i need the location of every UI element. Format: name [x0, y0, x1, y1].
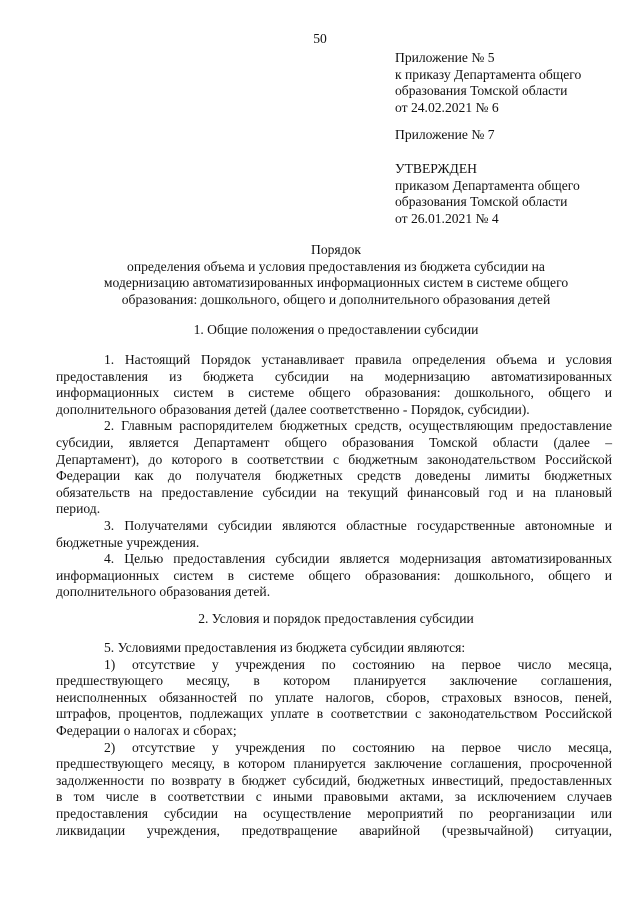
appendix-7-header [395, 127, 495, 144]
paragraph [56, 551, 612, 601]
document-title [56, 242, 616, 308]
text-line: Федерации о налогах и сборах; [56, 722, 237, 738]
paragraph [56, 352, 612, 418]
appendix-5-header [395, 50, 581, 116]
paragraph [56, 418, 612, 518]
text-line: 3. Получателями субсидии являются областные государственные автономные и [104, 517, 612, 533]
approved-line: приказом Департамента общего [395, 177, 580, 193]
text-line: информационных систем в системе общего образования: дошкольного, общего и [56, 385, 612, 401]
text-line: бюджетные учреждения. [56, 534, 200, 550]
approved-line: образования Томской области [395, 194, 568, 210]
text-line: неисполненных обязанностей по уплате налогов, сборов, страховых взносов, пеней, [56, 689, 612, 705]
text-line: субсидии, является Департамент общего образования Томской области (далее – [56, 434, 612, 450]
appendix-5-line: образования Томской области [395, 83, 568, 99]
text-line: в том числе в соответствии с иными правовыми актами, за исключением случаев [56, 789, 612, 805]
text-line: обязательств на предоставление субсидии на текущий финансовый год и на плановый [56, 484, 612, 500]
text-line: информационных систем в системе общего образования: дошкольного, общего и [56, 567, 612, 583]
text-line: задолженности по возврату в бюджет субсидий, бюджетных инвестиций, предоставленных [56, 772, 612, 788]
paragraph [56, 640, 612, 657]
text-line: дополнительного образования детей (далее соответственно - Порядок, субсидии). [56, 401, 530, 417]
section-1-body [56, 352, 612, 601]
appendix-5-line: к приказу Департамента общего [395, 66, 582, 82]
text-line: Федерации как до получателя бюджетных средств доведены лимиты бюджетных [56, 468, 612, 484]
text-line: 2) отсутствие у учреждения по состоянию на первое число месяца, [104, 739, 612, 755]
approved-line: УТВЕРЖДЕН [395, 161, 477, 176]
title-line: модернизацию автоматизированных информационных систем в системе общего [103, 275, 569, 291]
section-1-heading: 1. Общие положения о предоставлении субсидии [193, 322, 479, 337]
approved-line: от 26.01.2021 № 4 [395, 210, 499, 226]
appendix-5-line: от 24.02.2021 № 6 [395, 99, 499, 115]
paragraph [56, 518, 612, 551]
text-line: период. [56, 501, 101, 517]
text-line: 4. Целью предоставления субсидии является модернизация автоматизированных [104, 551, 612, 567]
approved-stamp-block [395, 161, 580, 227]
page-number: 50 [313, 31, 327, 46]
appendix-7-line: Приложение № 7 [395, 127, 495, 142]
text-line: дополнительного образования детей. [56, 584, 271, 600]
section-2-body [56, 640, 612, 839]
section-2-heading: 2. Условия и порядок предоставления субсидии [198, 611, 474, 626]
text-line: 5. Условиями предоставления из бюджета субсидии являются: [104, 640, 466, 655]
text-line: ликвидации учреждения, предотвращение аварийной (чрезвычайной) ситуации, [56, 822, 612, 838]
text-line: штрафов, процентов, подлежащих уплате в соответствии с законодательством Российской [56, 706, 612, 722]
title-line: Порядок [311, 242, 361, 257]
appendix-5-line: Приложение № 5 [395, 50, 495, 65]
text-line: предоставления из бюджета субсидии на модернизацию автоматизированных [56, 368, 612, 384]
paragraph [56, 740, 612, 840]
text-line: 2. Главным распорядителем бюджетных средств, осуществляющим предоставление [104, 418, 612, 434]
title-line: определения объема и условия предоставления из бюджета субсидии на [127, 258, 545, 274]
text-line: предшествующего месяцу, в котором планируется заключение соглашения, [56, 673, 612, 689]
text-line: Департамент), до которого в соответствии с бюджетным законодательством Российской [56, 451, 612, 467]
text-line: предшествующего месяцу, в котором планируется заключение соглашения, просроченной [56, 756, 612, 772]
paragraph [56, 657, 612, 740]
text-line: 1. Настоящий Порядок устанавливает правила определения объема и условия [104, 352, 612, 367]
text-line: 1) отсутствие у учреждения по состоянию на первое число месяца, [104, 656, 612, 672]
text-line: предоставления субсидии на осуществление мероприятий по реорганизации или [56, 805, 612, 821]
title-line: образования: дошкольного, общего и дополнительного образования детей [121, 291, 551, 307]
